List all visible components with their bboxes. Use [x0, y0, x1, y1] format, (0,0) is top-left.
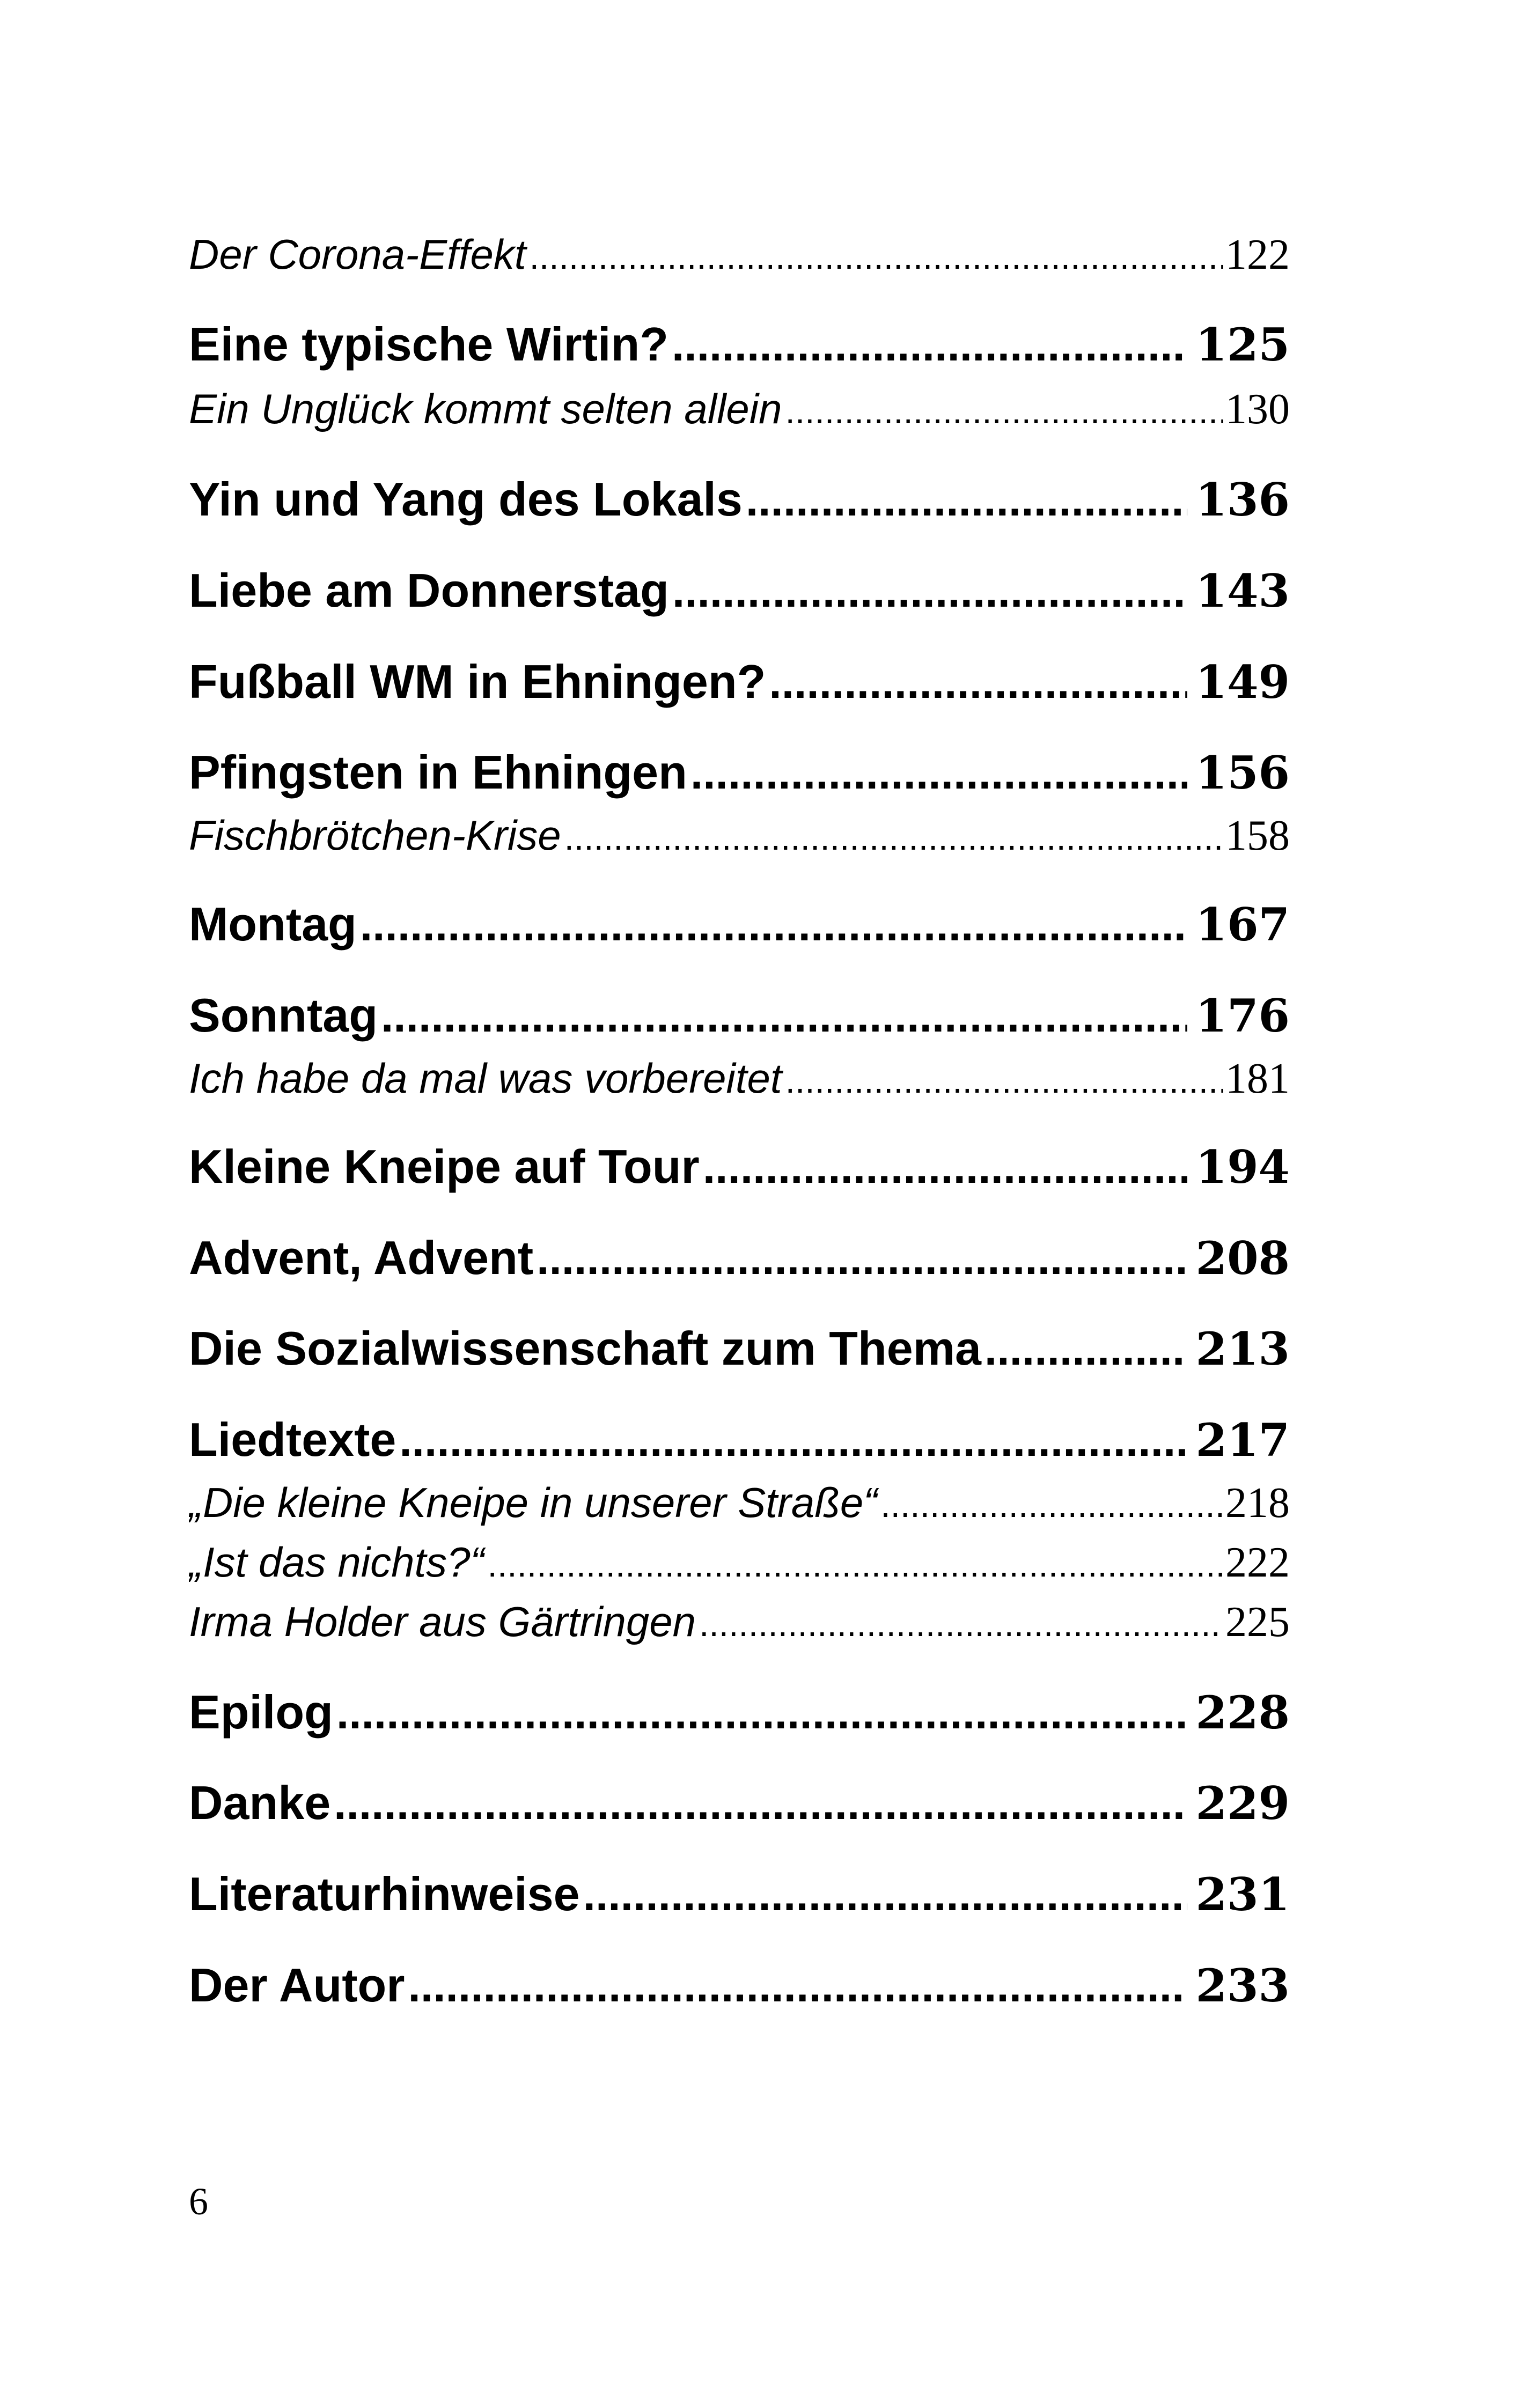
- toc-entry-chapter: [189, 1139, 1290, 1198]
- toc-entry-title: Sonntag: [189, 989, 378, 1042]
- toc-entry-page: 208: [1195, 1232, 1290, 1285]
- toc-entry-page: 181: [1225, 1055, 1290, 1102]
- dot-leader: [785, 391, 1223, 431]
- dot-leader: [672, 319, 1187, 371]
- toc-entry-chapter: [189, 1231, 1290, 1290]
- toc-entry-chapter: [189, 1412, 1290, 1471]
- toc-entry-chapter: [189, 745, 1290, 804]
- toc-entry-page: 222: [1225, 1539, 1290, 1586]
- toc-entry-page: 130: [1225, 386, 1290, 433]
- toc-entry-title: Literaturhinweise: [189, 1867, 580, 1920]
- toc-entry-sub: [189, 385, 1290, 436]
- toc-entry-chapter: [189, 1867, 1290, 1926]
- toc-entry-page: 167: [1195, 898, 1290, 951]
- dot-leader: [699, 1603, 1223, 1644]
- dot-leader: [488, 1544, 1223, 1585]
- toc-entry-chapter: [189, 654, 1290, 713]
- dot-leader: [690, 747, 1187, 799]
- toc-entry-page: 122: [1225, 231, 1290, 278]
- dot-leader: [381, 990, 1187, 1042]
- dot-leader: [769, 657, 1187, 709]
- dot-leader: [564, 817, 1223, 858]
- toc-entry-title: Danke: [189, 1776, 331, 1829]
- toc-entry-page: 125: [1195, 318, 1290, 371]
- toc-entry-page: 229: [1195, 1777, 1290, 1830]
- toc-entry-page: 156: [1195, 746, 1290, 799]
- toc-entry-page: 231: [1195, 1868, 1290, 1921]
- toc-entry-title: Fußball WM in Ehningen?: [189, 655, 766, 708]
- toc-entry-chapter: [189, 897, 1290, 956]
- toc-entry-chapter: [189, 1776, 1290, 1835]
- dot-leader: [334, 1778, 1187, 1830]
- toc-entry-page: 158: [1225, 812, 1290, 859]
- toc-entry-title: Fischbrötchen-Krise: [189, 812, 561, 859]
- toc-entry-title: Die Sozialwissenschaft zum Thema: [189, 1322, 981, 1375]
- dot-leader: [703, 1142, 1187, 1194]
- toc-entry-page: 136: [1195, 473, 1290, 526]
- toc-entry-title: Montag: [189, 897, 357, 951]
- toc-entry-title: „Die kleine Kneipe in unserer Straße“: [189, 1479, 878, 1526]
- toc-entry-title: Kleine Kneipe auf Tour: [189, 1140, 700, 1193]
- toc-entry-title: Liedtexte: [189, 1413, 396, 1466]
- dot-leader: [785, 1060, 1223, 1101]
- page-number: 6: [189, 2180, 208, 2223]
- toc-entry-title: Ein Unglück kommt selten allein: [189, 385, 782, 432]
- toc-entry-chapter: [189, 988, 1290, 1047]
- dot-leader: [880, 1484, 1223, 1525]
- toc-entry-page: 217: [1195, 1413, 1290, 1467]
- toc-entry-page: 218: [1225, 1479, 1290, 1527]
- toc-entry-chapter: [189, 563, 1290, 622]
- toc-entry-sub: [189, 1597, 1290, 1648]
- dot-leader: [336, 1687, 1187, 1739]
- dot-leader: [672, 565, 1187, 617]
- toc-entry-title: Liebe am Donnerstag: [189, 564, 669, 617]
- toc-entry-page: 143: [1195, 564, 1290, 617]
- toc-entry-page: 213: [1195, 1322, 1290, 1375]
- toc-entry-page: 233: [1195, 1959, 1290, 2012]
- toc-entry-chapter: [189, 1321, 1290, 1380]
- dot-leader: [408, 1960, 1187, 2012]
- dot-leader: [583, 1869, 1187, 1921]
- toc-entry-sub: [189, 1538, 1290, 1589]
- toc-entry-page: 176: [1195, 989, 1290, 1042]
- toc-entry-sub: [189, 1054, 1290, 1105]
- toc-entry-title: Irma Holder aus Gärtringen: [189, 1598, 696, 1645]
- toc-entry-title: Advent, Advent: [189, 1231, 534, 1284]
- toc-entry-title: Pfingsten in Ehningen: [189, 746, 687, 799]
- toc-entry-chapter: [189, 317, 1290, 376]
- toc-entry-title: Eine typische Wirtin?: [189, 318, 669, 371]
- dot-leader: [746, 474, 1187, 526]
- toc-entry-page: 149: [1195, 656, 1290, 709]
- toc-entry-sub: [189, 1478, 1290, 1529]
- toc-entry-chapter: [189, 1685, 1290, 1744]
- toc-entry-chapter: [189, 472, 1290, 531]
- toc-entry-title: Der Corona-Effekt: [189, 231, 526, 278]
- toc-entry-title: Der Autor: [189, 1958, 405, 2012]
- toc-entry-title: Epilog: [189, 1685, 333, 1739]
- toc-entry-sub: [189, 811, 1290, 862]
- toc-entry-title: Yin und Yang des Lokals: [189, 473, 743, 526]
- dot-leader: [537, 1233, 1187, 1285]
- toc-entry-page: 228: [1195, 1686, 1290, 1739]
- dot-leader: [399, 1415, 1187, 1467]
- toc-entry-page: 225: [1225, 1599, 1290, 1646]
- dot-leader: [530, 236, 1223, 277]
- toc-entry-sub: [189, 230, 1290, 281]
- dot-leader: [984, 1323, 1187, 1375]
- toc-entry-chapter: [189, 1958, 1290, 2017]
- toc-entry-title: „Ist das nichts?“: [189, 1538, 484, 1586]
- toc-entry-title: Ich habe da mal was vorbereitet: [189, 1055, 782, 1102]
- dot-leader: [360, 899, 1187, 951]
- toc-entry-page: 194: [1195, 1140, 1290, 1194]
